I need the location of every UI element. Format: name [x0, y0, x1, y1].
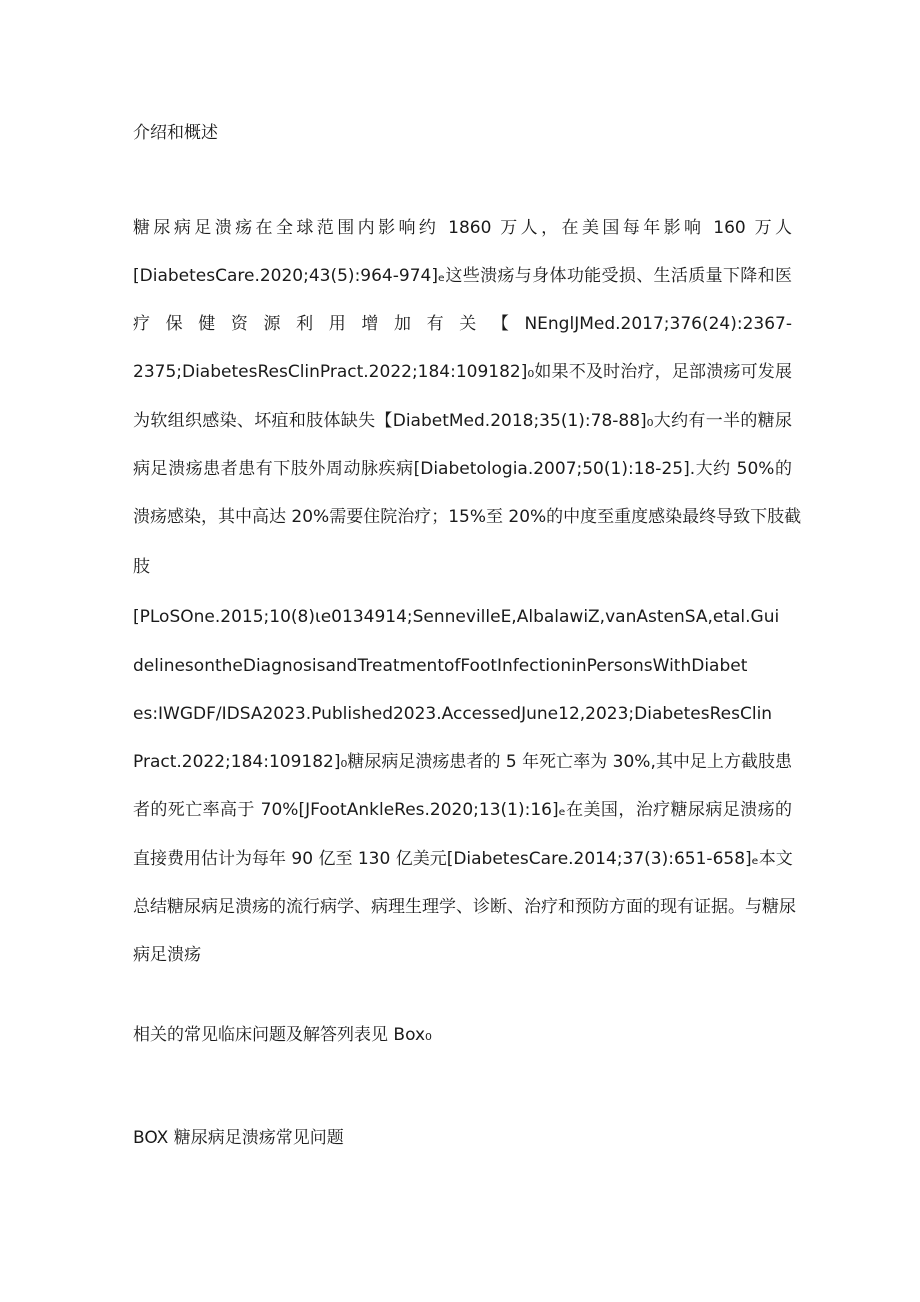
paragraph-line: 糖尿病足溃疡在全球范围内影响约 1860 万人，在美国每年影响 160 万人	[133, 218, 792, 238]
box-title: BOX 糖尿病足溃疡常见问题	[133, 1128, 344, 1148]
paragraph-line: 肢	[133, 557, 150, 577]
paragraph-line: Pract.2022;184:109182]₀糖尿病足溃疡患者的 5 年死亡率为 30%,其中足上方截肢患	[133, 752, 792, 772]
paragraph-line: 者的死亡率高于 70%[JFootAnkleRes.2020;13(1):16]ₑ在美国，治疗糖尿病足溃疡的	[133, 800, 792, 820]
box-reference-text: 相关的常见临床问题及解答列表见 Box₀	[133, 1025, 432, 1045]
paragraph-line: 直接费用估计为每年 90 亿至 130 亿美元[DiabetesCare.2014;37(3):651-658]ₑ本文	[133, 849, 793, 869]
paragraph-line: 病足溃疡患者患有下肢外周动脉疾病[Diabetologia.2007;50(1):18-25].大约 50%的	[133, 459, 792, 479]
paragraph-line: 为软组织感染、坏疽和肢体缺失【DiabetMed.2018;35(1):78-88]₀大约有一半的糖尿	[133, 411, 792, 431]
section-heading: 介绍和概述	[133, 123, 218, 143]
paragraph-line: [DiabetesCare.2020;43(5):964-974]ₑ这些溃疡与身体功能受损、生活质量下降和医	[133, 266, 792, 286]
paragraph-line: 疗 保 健 资 源 利 用 增 加 有 关 【 NEnglJMed.2017;376(24):2367-	[133, 314, 792, 334]
paragraph-line: [PLoSOne.2015;10(8)ιe0134914;SennevilleE,AlbalawiZ,vanAstenSA,etal.Gui	[133, 607, 780, 627]
paragraph-line: 2375;DiabetesResClinPract.2022;184:109182]₀如果不及时治疗，足部溃疡可发展	[133, 362, 792, 382]
paragraph-line: 病足溃疡	[133, 945, 201, 965]
paragraph-line: es:IWGDF/IDSA2023.Published2023.AccessedJune12,2023;DiabetesResClin	[133, 704, 773, 724]
paragraph-line: 溃疡感染，其中高达 20%需要住院治疗；15%至 20%的中度至重度感染最终导致下肢截	[133, 507, 802, 527]
paragraph-line: 总结糖尿病足溃疡的流行病学、病理生理学、诊断、治疗和预防方面的现有证据。与糖尿	[133, 897, 796, 917]
paragraph-line: delinesontheDiagnosisandTreatmentofFootInfectioninPersonsWithDiabet	[133, 656, 748, 676]
